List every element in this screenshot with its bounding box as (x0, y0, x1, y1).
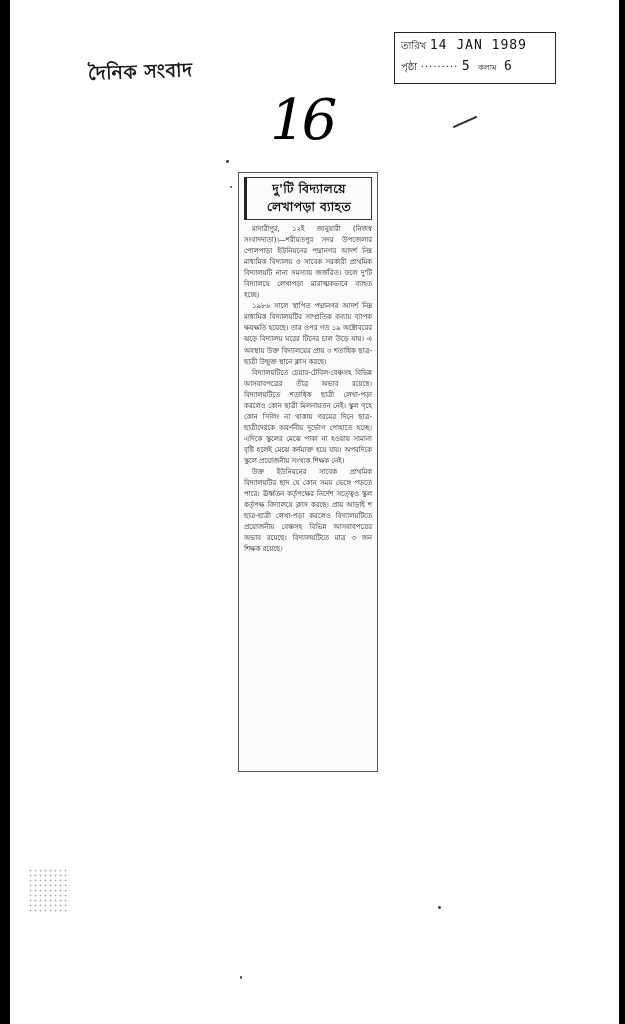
scan-smudge (28, 868, 70, 914)
date-stamp (394, 32, 556, 84)
newspaper-name: দৈনিক সংবাদ (87, 59, 193, 85)
stamp-page-value: 5 (461, 59, 471, 74)
scan-speck (226, 160, 229, 163)
stamp-date-label: তারিখ (401, 41, 427, 52)
article-body (244, 224, 372, 555)
newspaper-clipping (238, 172, 378, 772)
stamp-dots: ········· (420, 62, 459, 73)
article-paragraph: মাদারীপুর, ১২ই জানুয়ারী (নিজস্ব সংবাদদাতা)।—শরীয়তপুর সদর উপজেলার পোলপাড়া ইউনিয়নের পদ্মানগর আদর্শ নিম্ন মাধ্যমিক বিদ্যালয় ও সাবেক সরকারী প্রাথমিক বিদ্যালয়টি নানা সমস্যায় জর্জরিত। ফলে দু'টি বিদ্যালয়ে লেখাপড়া মারাত্মকভাবে ব্যাহত হচ্ছে। (244, 225, 372, 300)
stamp-page-row (401, 57, 549, 78)
headline-box (244, 177, 372, 220)
headline-line-1: দু'টি বিদ্যালয়ে (272, 181, 346, 196)
article-paragraph: বিদ্যালয়টিতে চেয়ার-টেবিল-বেঞ্চসহ বিভিন্ন আসবাবপত্রের তীব্র অভাব রয়েছে। বিদ্যালয়টিতে শতাধিক ছাত্রী লেখা-পড়া করলেও কোন ছাত্রী মিলনায়তন নেই। স্কুল গৃহে কোন সিলিং না থাকায় গরমের দিনে ছাত্র-ছাত্রীদেরকে অবর্ণনীয় দুর্ভোগ পোহাতে হচ্ছে। এদিকে স্কুলের মেঝে পাকা না হওয়ায় সামান্য বৃষ্টি হলেই মেঝে কর্দমাক্ত হয়ে যায়। অপরদিকে স্কুলে প্রয়োজনীয় সংখ্যক শিক্ষক নেই। (244, 368, 372, 465)
scan-right-edge (619, 0, 625, 1024)
article-paragraph: ১৯৮৬ সালে স্থাপিত পদ্মানগর আদর্শ নিম্ন মাধ্যমিক বিদ্যালয়টির সাম্প্রতিক বন্যায় ব্যাপক ক্ষয়ক্ষতি হয়েছে। তার ওপর গত ১৯ অক্টোবরের ঝড়ে বিদ্যালয় ঘরের টিনের চাল উড়ে যায়। এ অবস্থায় উক্ত বিদ্যালয়ের প্রায় ৩ শতাধিক ছাত্র-ছাত্রী উন্মুক্ত স্থানে ক্লাস করছে। (244, 302, 372, 366)
stamp-column-value: 6 (503, 59, 513, 74)
pen-mark (453, 116, 478, 128)
scan-speck (230, 186, 232, 188)
scan-left-edge (0, 0, 10, 1024)
stamp-date-row (401, 36, 549, 57)
scan-speck (240, 976, 242, 979)
stamp-date-value: 14 JAN 1989 (429, 38, 527, 53)
handwritten-number: 16 (270, 88, 334, 153)
article-paragraph: উক্ত ইউনিয়নের সাবেক প্রাথমিক বিদ্যালয়টির ছাদ যে কোন সময় ভেঙ্গে পড়তে পারে। ঊর্ধ্বতন কর্তৃপক্ষের নির্দেশ সত্ত্বেও স্কুল কর্তৃপক্ষ বিদ্যালয়ে ক্লাস করছে। প্রায় আড়াই শ ছাত্র-ছাত্রী লেখা-পড়া করলেও বিদ্যালয়টিতে প্রয়োজনীয় বেঞ্চসহ বিভিন্ন আসবাবপত্রের অভাব রয়েছে। বিদ্যালয়টিতে মাত্র ৩ জন শিক্ষক রয়েছে। (244, 468, 372, 554)
headline-line-2: লেখাপড়া ব্যাহত (266, 199, 352, 214)
stamp-page-label: পৃষ্ঠা (401, 62, 418, 73)
scan-speck (438, 906, 441, 909)
stamp-column-label: কলাম (478, 63, 497, 72)
